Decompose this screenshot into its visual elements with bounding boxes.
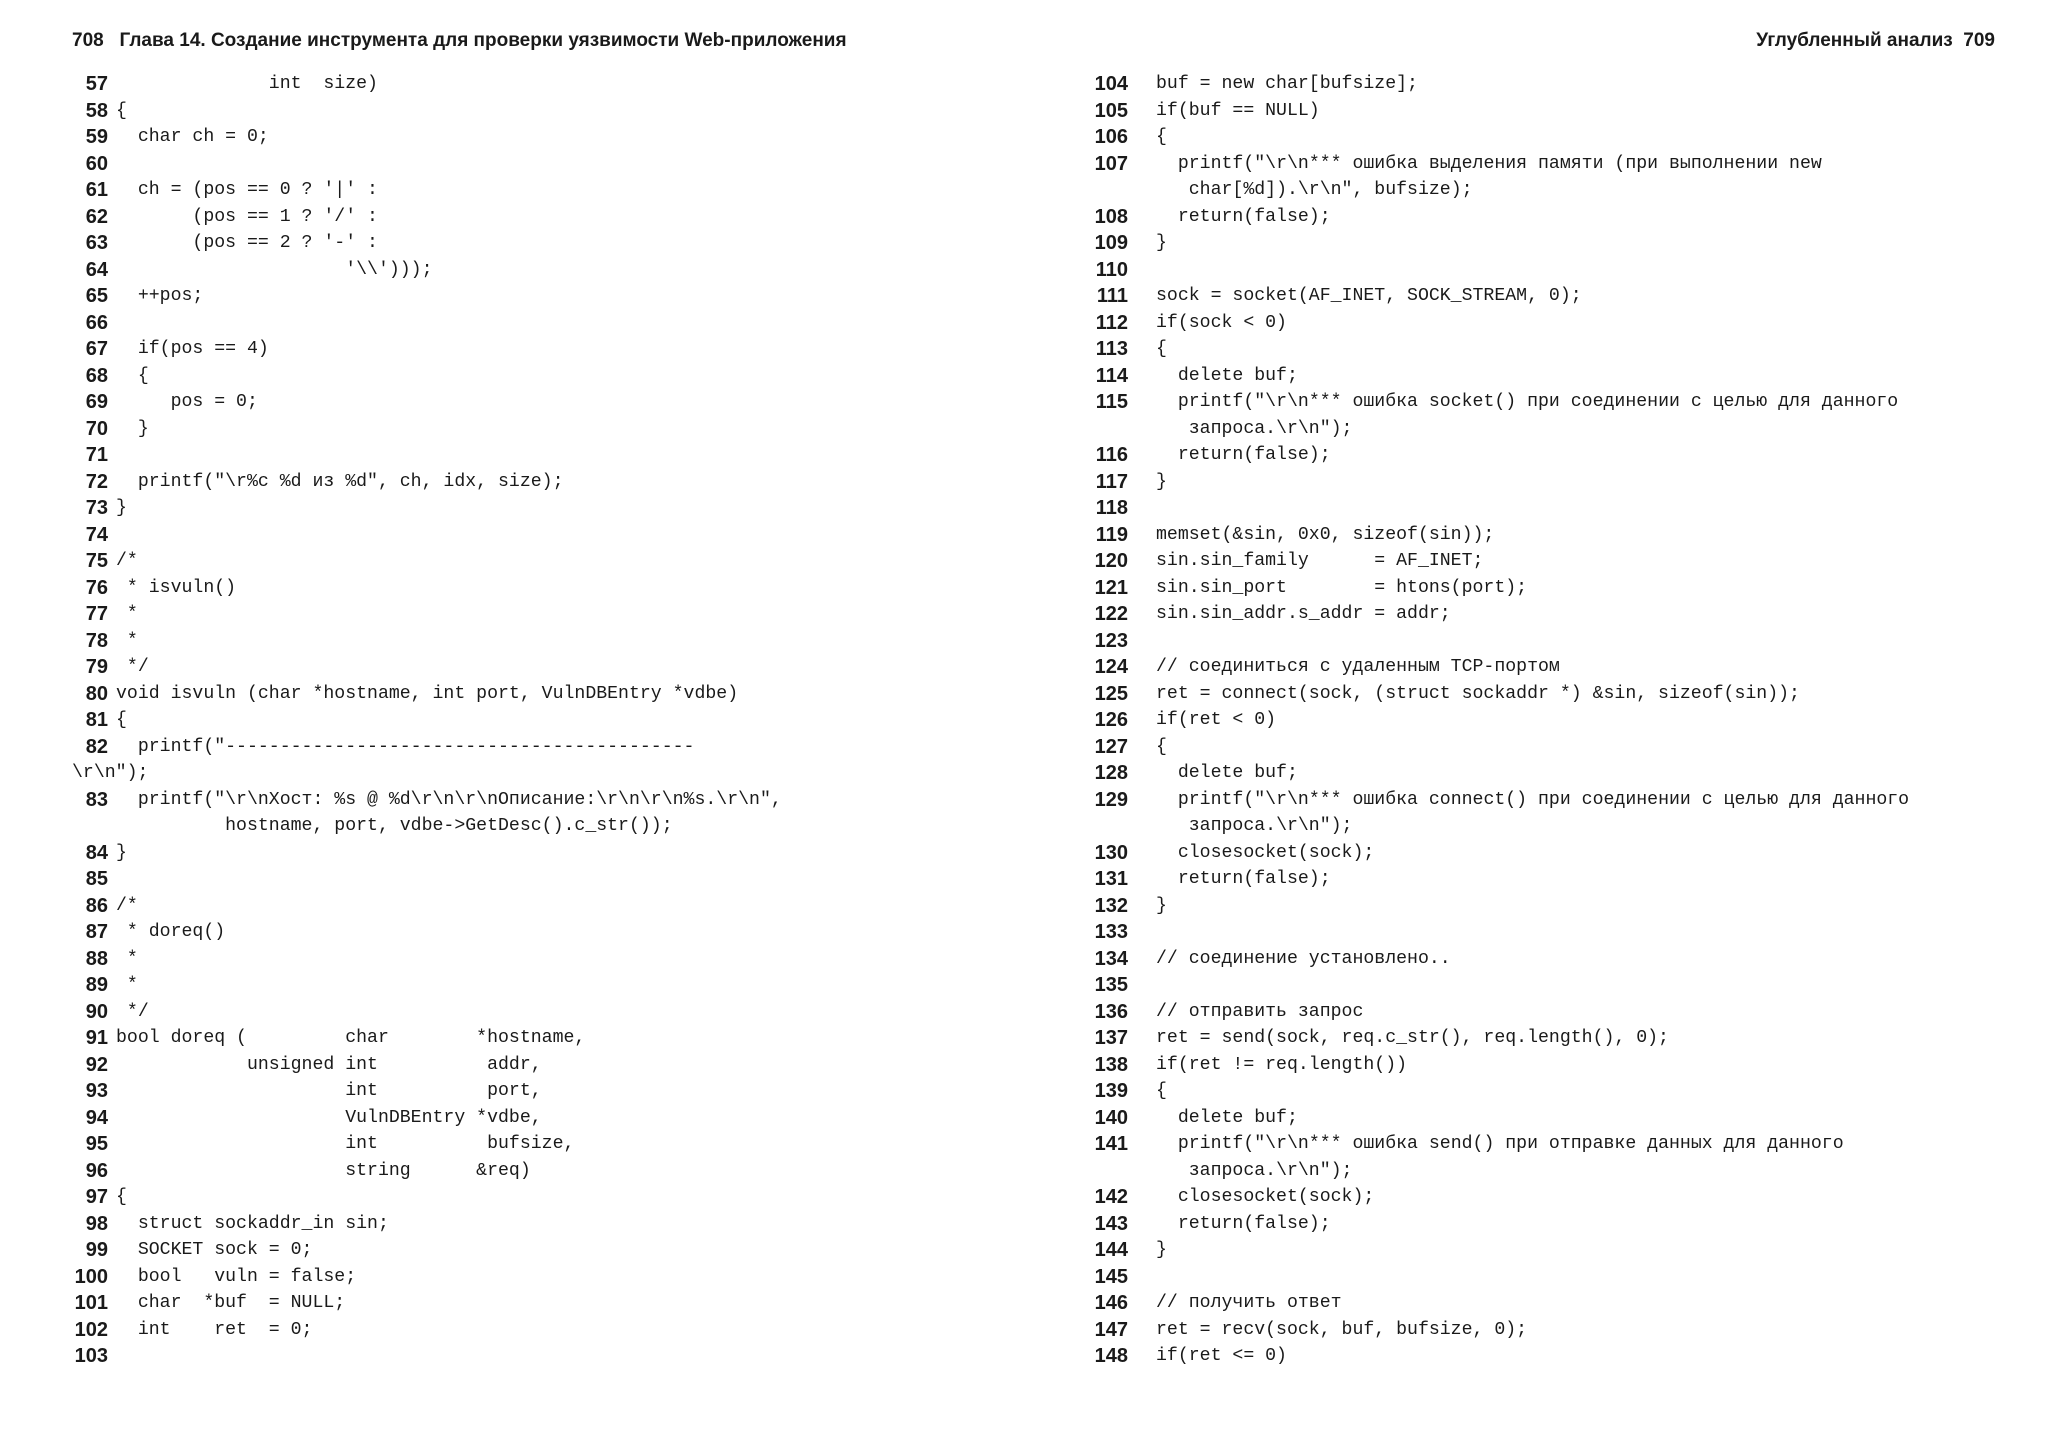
line-number: 64 [85,258,108,281]
code-text: * [116,975,138,995]
line-number: 132 [1094,894,1128,917]
line-number: 84 [85,841,108,864]
code-text: if(ret < 0) [1156,710,1277,730]
code-line [72,893,1032,920]
line-number: 104 [1094,73,1128,95]
code-line [1080,946,2020,973]
page-header-left: 708 Глава 14. Создание инструмента для проверки уязвимости Web-приложения [72,30,847,51]
line-number: 79 [85,656,108,678]
code-line [1080,1078,2020,1105]
line-number: 61 [85,179,108,201]
code-line [1080,893,2020,920]
code-line [72,71,1032,98]
line-number: 65 [85,285,108,307]
line-number: 122 [1094,603,1128,625]
code-text: delete buf; [1156,365,1298,386]
code-line [1080,257,2020,284]
code-text: { [116,100,127,121]
line-number: 110 [1095,258,1128,281]
line-number: 107 [1094,152,1128,175]
code-text: int bufsize, [116,1134,575,1154]
code-line [1080,71,2020,98]
line-number: 98 [85,1212,108,1235]
line-number: 142 [1094,1186,1128,1208]
line-number: 60 [85,152,108,175]
code-text: return(false); [1156,1213,1331,1234]
code-line [1080,336,2020,363]
code-text: * [116,948,138,969]
code-text: int port, [116,1081,542,1101]
code-listing-left [72,71,1032,1370]
code-text: printf("\r\nХост: %s @ %d\r\n\r\nОписание:\r\n\r\n%s.\r\n", [116,789,782,810]
code-text: } [116,418,149,439]
code-line [1080,230,2020,257]
code-line [72,257,1032,284]
code-line [72,946,1032,973]
code-text: // получить ответ [1156,1293,1342,1313]
code-text: } [1156,895,1167,916]
code-text: { [1156,736,1167,757]
code-line [72,389,1032,416]
line-number: 143 [1094,1212,1128,1235]
code-line [1080,310,2020,337]
code-text: bool doreq ( char *hostname, [116,1028,586,1048]
code-text: } [1156,471,1167,492]
line-number: 77 [85,603,108,625]
code-line [1080,654,2020,681]
code-text: } [1156,233,1167,253]
code-line [72,1131,1032,1158]
code-line [1080,601,2020,628]
code-text: if(ret <= 0) [1156,1346,1287,1366]
code-text: delete buf; [1156,763,1298,783]
code-line [72,760,1032,787]
code-text: ++pos; [116,286,204,306]
line-number: 95 [85,1133,108,1155]
code-line [72,628,1032,655]
line-number: 109 [1094,232,1128,254]
code-text: int ret = 0; [116,1319,313,1340]
code-text: unsigned int addr, [116,1054,542,1075]
line-number: 111 [1096,285,1128,307]
code-text: sin.sin_family = AF_INET; [1156,551,1484,571]
code-line [72,1184,1032,1211]
code-line [1080,363,2020,390]
line-number: 131 [1094,868,1128,890]
code-line [1080,840,2020,867]
line-number: 67 [85,338,108,360]
line-number [72,813,108,840]
code-text: printf("------------------------------------------- [116,736,695,757]
line-number: 144 [1094,1239,1128,1261]
line-number: 83 [85,788,108,811]
code-line [1080,1237,2020,1264]
line-number: 134 [1094,947,1128,970]
line-number: 74 [85,523,108,546]
code-line [72,681,1032,708]
line-number: 80 [85,682,108,705]
line-number: 82 [85,735,108,758]
line-number: 88 [85,947,108,970]
code-text: (pos == 1 ? '/' : [116,206,378,227]
code-text: string &req) [116,1160,531,1181]
code-text: printf("\r\n*** ошибка socket() при соединении с целью для данного запроса.\r\n"); [1177,392,1899,439]
code-line [1080,522,2020,549]
code-line [72,972,1032,999]
code-text: // соединиться с удаленным TCP-портом [1156,657,1560,677]
line-number: 96 [85,1159,108,1182]
code-line [1080,151,2020,204]
line-number: 128 [1094,762,1128,784]
code-text: SOCKET sock = 0; [116,1240,313,1260]
code-line [1080,760,2020,787]
code-line [72,1317,1032,1344]
code-line [1080,98,2020,125]
line-number: 147 [1094,1318,1128,1341]
line-number: 101 [74,1292,108,1314]
code-text: // соединение установлено.. [1156,948,1451,969]
line-number: 105 [1094,99,1128,122]
code-line [72,787,1032,814]
code-text: closesocket(sock); [1156,842,1375,863]
line-number: 62 [85,205,108,228]
code-text: } [116,498,127,518]
code-text: * [116,604,138,624]
code-line [1080,734,2020,761]
code-line [72,813,1032,840]
line-number: 81 [85,709,108,731]
code-text: char ch = 0; [116,127,269,147]
line-number: 86 [85,894,108,917]
code-line [72,1237,1032,1264]
line-number: 126 [1094,709,1128,731]
code-text: (pos == 2 ? '-' : [116,233,378,253]
code-line [72,866,1032,893]
line-number: 99 [85,1239,108,1261]
line-number: 106 [1094,126,1128,148]
line-number: 125 [1094,682,1128,705]
code-text: if(ret != req.length()) [1156,1054,1408,1075]
line-number: 75 [85,550,108,572]
code-line [1080,1264,2020,1291]
code-text: ret = recv(sock, buf, bufsize, 0); [1156,1319,1528,1340]
code-line [1080,1105,2020,1132]
code-text: { [1156,1081,1167,1101]
code-line [1080,972,2020,999]
line-number: 148 [1094,1345,1128,1367]
code-line [1080,283,2020,310]
code-text: { [116,710,127,730]
code-line [72,575,1032,602]
line-number: 94 [85,1106,108,1129]
code-text: { [116,365,149,386]
code-text: printf("\r\n*** ошибка send() при отправке данных для данного запроса.\r\n"); [1177,1134,1844,1181]
line-number: 133 [1094,921,1128,943]
line-number: 57 [85,73,108,95]
code-text: printf("\r\n*** ошибка connect() при соединении с целью для данного запроса.\r\n"); [1177,789,1910,836]
line-number: 70 [85,417,108,440]
code-line [72,734,1032,761]
code-line [72,1052,1032,1079]
code-line [1080,442,2020,469]
line-number: 73 [85,497,108,519]
code-line [1080,1343,2020,1370]
line-number: 100 [74,1265,108,1288]
line-number: 59 [85,126,108,148]
code-line [72,310,1032,337]
code-line [72,601,1032,628]
page-header-right: Углубленный анализ 709 [1756,30,1995,51]
code-text: printf("\r%c %d из %d", ch, idx, size); [116,471,564,492]
code-text: delete buf; [1156,1107,1298,1128]
code-line [72,336,1032,363]
code-text: { [1156,127,1167,147]
line-number: 71 [85,444,108,466]
line-number: 114 [1095,364,1128,387]
line-number: 120 [1094,550,1128,572]
code-text: struct sockaddr_in sin; [116,1213,389,1234]
code-line [72,1211,1032,1238]
code-line [72,124,1032,151]
line-number: 58 [85,99,108,122]
line-number: 78 [85,629,108,652]
code-line [1080,495,2020,522]
code-line [1080,548,2020,575]
code-line [72,442,1032,469]
code-line [72,522,1032,549]
line-number: 87 [85,921,108,943]
code-text: sock = socket(AF_INET, SOCK_STREAM, 0); [1156,286,1582,306]
code-text: '\\'))); [116,259,433,280]
code-text: } [116,842,127,863]
code-line [72,654,1032,681]
code-line [1080,787,2020,840]
code-text: // отправить запрос [1156,1001,1364,1022]
code-line [72,1343,1032,1370]
code-line [72,1078,1032,1105]
line-number: 89 [85,974,108,996]
line-number: 112 [1095,311,1128,334]
code-line [1080,707,2020,734]
code-line [72,363,1032,390]
code-line [72,151,1032,178]
code-line [1080,1211,2020,1238]
code-text: */ [116,1001,149,1022]
code-line [1080,389,2020,442]
line-number: 130 [1094,841,1128,864]
code-line [72,919,1032,946]
code-text: return(false); [1156,869,1331,889]
code-line [72,1264,1032,1291]
code-text: hostname, port, vdbe->GetDesc().c_str()); [116,816,673,836]
code-text: ret = connect(sock, (struct sockaddr *) &sin, sizeof(sin)); [1156,683,1800,704]
code-text: VulnDBEntry *vdbe, [116,1107,542,1128]
line-number: 117 [1095,470,1128,493]
code-line [72,999,1032,1026]
line-number: 124 [1094,656,1128,678]
line-number: 85 [85,868,108,890]
code-line [1080,1184,2020,1211]
code-text: pos = 0; [116,392,258,412]
code-line [72,177,1032,204]
code-line [72,1290,1032,1317]
code-text: void isvuln (char *hostname, int port, VulnDBEntry *vdbe) [116,683,739,704]
line-number: 123 [1094,629,1128,652]
code-text: ret = send(sock, req.c_str(), req.length(), 0); [1156,1028,1669,1048]
line-number: 93 [85,1080,108,1102]
code-text: buf = new char[bufsize]; [1156,74,1418,94]
code-text: { [116,1187,127,1207]
code-text: printf("\r\n*** ошибка выделения памяти (при выполнении new char[%d]).\r\n", bufsize); [1177,153,1822,200]
code-text: * isvuln() [116,577,237,598]
code-line [72,548,1032,575]
code-line [72,283,1032,310]
code-line [1080,866,2020,893]
line-number: 121 [1094,576,1128,599]
line-number: 140 [1094,1106,1128,1129]
code-text: if(pos == 4) [116,339,269,359]
code-listing-right [1080,71,2020,1370]
code-line [1080,1052,2020,1079]
line-number: 115 [1095,391,1128,413]
line-number: 63 [85,232,108,254]
code-line [1080,628,2020,655]
code-text: return(false); [1156,445,1331,465]
line-number: 137 [1094,1027,1128,1049]
code-line [1080,999,2020,1026]
code-line [1080,1025,2020,1052]
code-text: if(buf == NULL) [1156,100,1320,121]
code-text: * doreq() [116,922,226,942]
line-number: 145 [1094,1265,1128,1288]
code-text: bool vuln = false; [116,1266,357,1287]
code-line [1080,1290,2020,1317]
code-text: sin.sin_addr.s_addr = addr; [1156,604,1451,624]
code-text: /* [116,895,138,916]
code-line [72,469,1032,496]
line-number: 91 [85,1027,108,1049]
line-number: 118 [1095,497,1128,519]
line-number: 72 [85,470,108,493]
code-line [72,840,1032,867]
line-number: 76 [85,576,108,599]
code-text: memset(&sin, 0x0, sizeof(sin)); [1156,524,1495,545]
code-text: int size) [116,74,378,94]
code-line [72,416,1032,443]
code-text: */ [116,657,149,677]
code-text: * [116,630,138,651]
code-line [1080,919,2020,946]
code-line [72,230,1032,257]
code-text: { [1156,339,1167,359]
line-number: 116 [1095,444,1128,466]
code-line [1080,1317,2020,1344]
line-number: 135 [1094,974,1128,996]
line-number: 138 [1094,1053,1128,1076]
line-number: 92 [85,1053,108,1076]
code-line [1080,681,2020,708]
code-line [72,1025,1032,1052]
code-text: char *buf = NULL; [116,1293,346,1313]
code-line [72,1105,1032,1132]
code-line [1080,469,2020,496]
code-text: closesocket(sock); [1156,1187,1375,1207]
code-text: /* [116,551,138,571]
line-number: 97 [85,1186,108,1208]
code-text: sin.sin_port = htons(port); [1156,577,1528,598]
code-line [1080,575,2020,602]
code-line [1080,204,2020,231]
code-line [72,204,1032,231]
code-text: } [1156,1240,1167,1260]
code-text: return(false); [1156,206,1331,227]
code-line [1080,1131,2020,1184]
code-text: \r\n"); [72,763,149,783]
code-text: ch = (pos == 0 ? '|' : [116,180,378,200]
line-number: 66 [85,311,108,334]
line-number: 146 [1094,1292,1128,1314]
line-number: 136 [1094,1000,1128,1023]
line-number: 113 [1095,338,1128,360]
code-line [72,98,1032,125]
code-text: if(sock < 0) [1156,312,1287,333]
line-number: 127 [1094,735,1128,758]
code-line [72,707,1032,734]
line-number: 129 [1094,788,1128,811]
code-line [1080,124,2020,151]
line-number: 108 [1094,205,1128,228]
line-number: 139 [1094,1080,1128,1102]
line-number: 68 [85,364,108,387]
code-line [72,1158,1032,1185]
code-line [72,495,1032,522]
line-number: 103 [74,1345,108,1367]
line-number: 69 [85,391,108,413]
line-number: 102 [74,1318,108,1341]
line-number: 141 [1094,1133,1128,1155]
line-number: 90 [85,1000,108,1023]
line-number: 119 [1095,523,1128,546]
